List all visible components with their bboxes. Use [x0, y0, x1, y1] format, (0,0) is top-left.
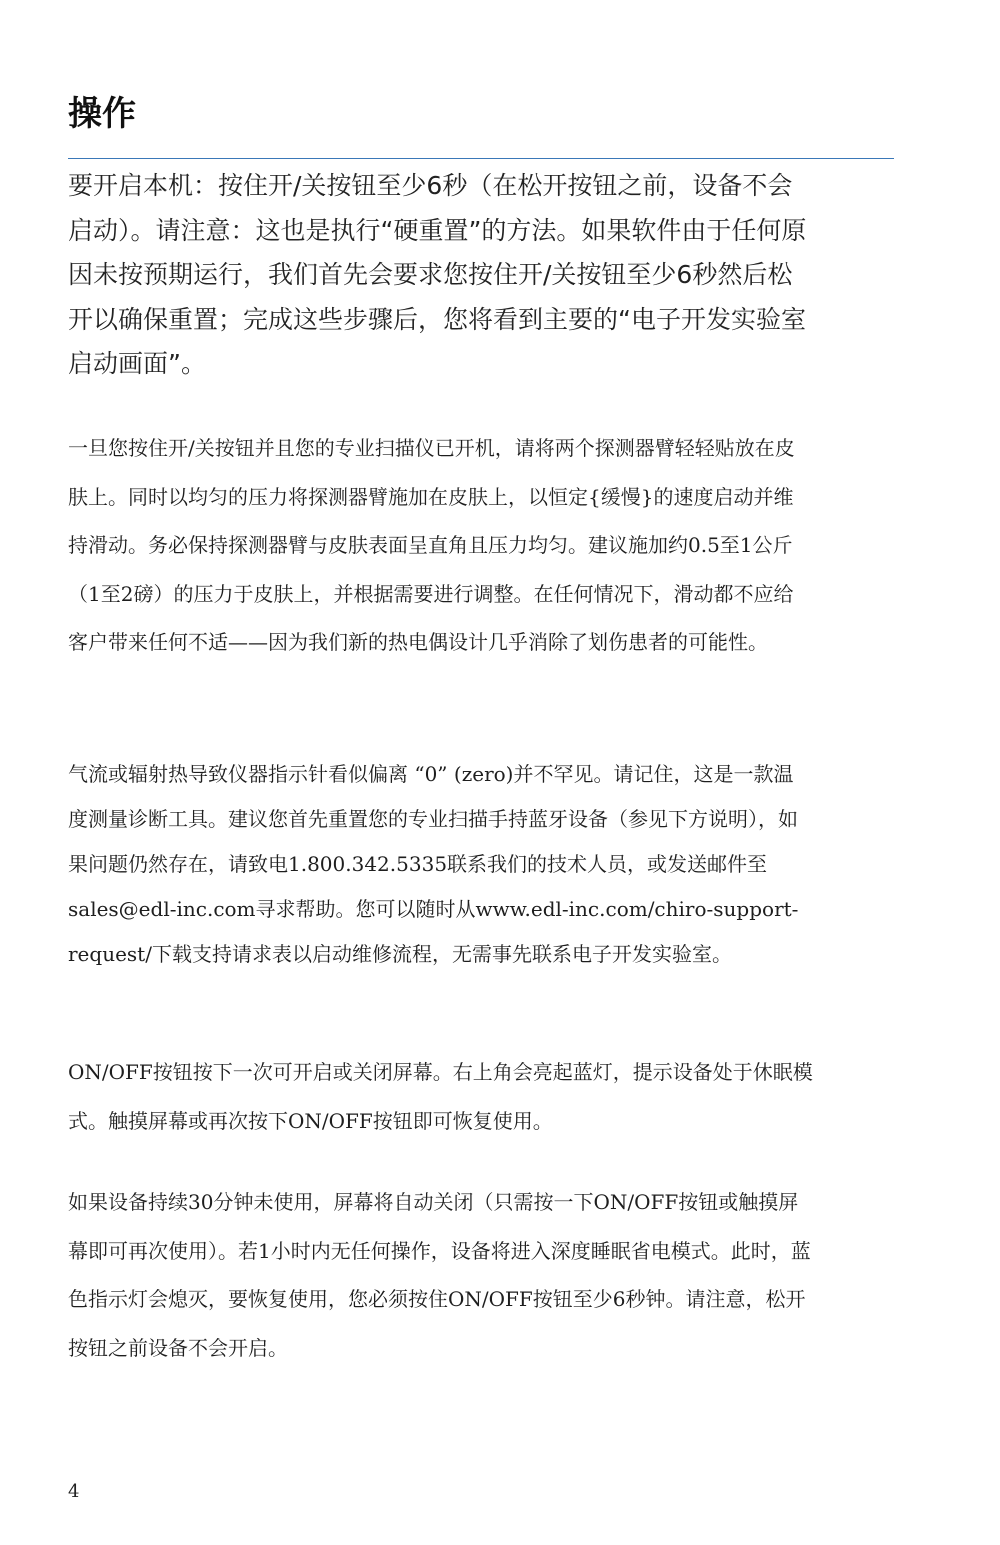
body-paragraph-support: 气流或辐射热导致仪器指示针看似偏离 “0” (zero)并不罕见。请记住，这是一款温度测量诊断工具。建议您首先重置您的专业扫描手持蓝牙设备（参见下方说明），如果问题仍然存在，请致电1.800.342.5335联系我们的技术人员，或发送邮件至sales@edl-inc.com寻求帮助。您可以随时从www.edl-inc.com/chiro-support-request/下载支持请求表以启动维修流程，无需事先联系电子开发实验室。	[68, 762, 799, 966]
title-divider	[68, 158, 894, 159]
intro-paragraph: 要开启本机：按住开/关按钮至少6秒（在松开按钮之前，设备不会启动）。请注意：这也是执行“硬重置”的方法。如果软件由于任何原因未按预期运行，我们首先会要求您按住开/关按钮至少6秒然后松开以确保重置；完成这些步骤后，您将看到主要的“电子开发实验室启动画面”。	[68, 171, 807, 378]
page-title: 操作	[68, 94, 136, 134]
body-paragraph-sliding: 一旦您按住开/关按钮并且您的专业扫描仪已开机，请将两个探测器臂轻轻贴放在皮肤上。同时以均匀的压力将探测器臂施加在皮肤上，以恒定{缓慢}的速度启动并维持滑动。务必保持探测器臂与皮肤表面呈直角且压力均匀。建议施加约0.5至1公斤（1至2磅）的压力于皮肤上，并根据需要进行调整。在任何情况下，滑动都不应给客户带来任何不适——因为我们新的热电偶设计几乎消除了划伤患者的可能性。	[68, 436, 795, 654]
body-paragraph-deep-sleep: 如果设备持续30分钟未使用，屏幕将自动关闭（只需按一下ON/OFF按钮或触摸屏幕即可再次使用）。若1小时内无任何操作，设备将进入深度睡眠省电模式。此时，蓝色指示灯会熄灭，要恢复使用，您必须按住ON/OFF按钮至少6秒钟。请注意，松开按钮之前设备不会开启。	[68, 1190, 811, 1360]
body-paragraph-sleep-mode: ON/OFF按钮按下一次可开启或关闭屏幕。右上角会亮起蓝灯，提示设备处于休眠模式。触摸屏幕或再次按下ON/OFF按钮即可恢复使用。	[68, 1060, 813, 1133]
page-number: 4	[68, 1481, 80, 1502]
